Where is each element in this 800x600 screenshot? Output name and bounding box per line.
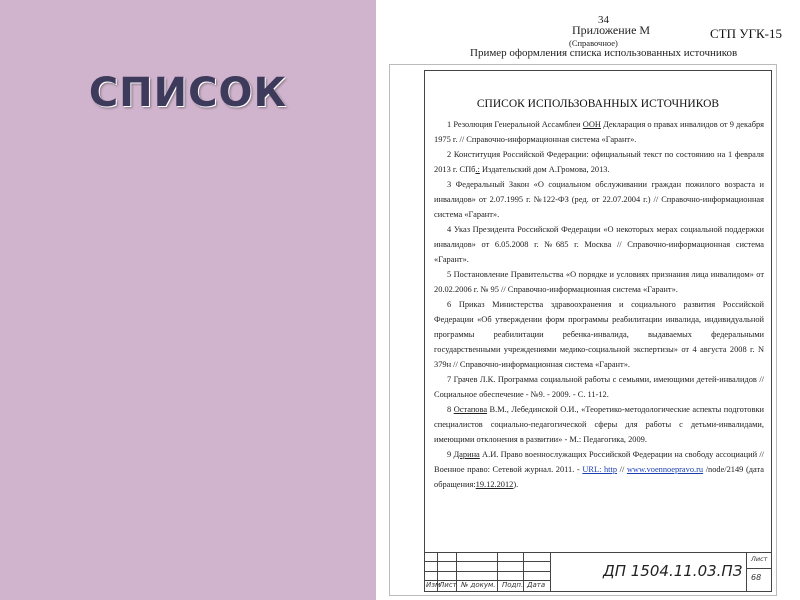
page-number: 34 <box>598 14 609 26</box>
reference-item: 1 Резолюция Генеральной Ассамблеи ООН Декларация о правах инвалидов от 9 декабря 1975 г. // Справочно-информационная система «Гарант». <box>434 120 764 144</box>
references-title: СПИСОК ИСПОЛЬЗОВАННЫХ ИСТОЧНИКОВ <box>476 98 720 110</box>
reference-item: 5 Постановление Правительства «О порядке и условиях признания лица инвалидом» от 20.02.2006 г. № 95 // Справочно-информационная система «Гарант». <box>434 270 764 294</box>
slide-title: СПИСОК <box>88 70 288 116</box>
slide-left-panel <box>0 0 376 600</box>
reference-item: 7 Грачев Л.К. Программа социальной работы с семьями, имеющими детей-инвалидов // Социальное обеспечение - №9. - 2009. - С. 11-12. <box>434 375 764 399</box>
example-caption: Пример оформления списка использованных источников <box>470 47 738 59</box>
appendix-heading: Приложение М <box>572 23 651 37</box>
reference-site-link[interactable]: www.voennoepravo.ru <box>626 465 704 474</box>
standard-code: СТП УГК-15 <box>710 26 782 41</box>
reference-item: 6 Приказ Министерства здравоохранения и социального развития Российской Федерации «Об утверждении форм программы реабилитации инвалида, индивидуальной программы реабилитации ребенка-инвалида, выдаваемых федеральными государственными учреждениями медико-социальной экспертизы» от 4 августа 2008 г. N 379н // Справочно-информационная система «Гарант». <box>434 300 764 369</box>
stamp-col-sign: Подп. <box>502 581 524 589</box>
reference-item: 3 Федеральный Закон «О социальном обслуживании граждан пожилого возраста и инвалидов» от 2.07.1995 г. №122-ФЗ (ред. от 22.07.2004 г.) // Справочно-информационная система «Гарант». <box>434 180 764 219</box>
document-page <box>376 0 800 600</box>
stamp-col-docnum: № докум. <box>461 581 496 589</box>
title-block <box>425 552 771 591</box>
stamp-sheet-label: Лист <box>751 555 768 563</box>
reference-item: 4 Указ Президента Российской Федерации «О некоторых мерах социальной поддержки инвалидов» от 6.05.2008 г. №685 г. Москва // Справочно-информационная система «Гарант». <box>434 225 764 264</box>
stamp-col-change: Изм <box>426 581 441 589</box>
stamp-col-date: Дата <box>527 581 546 589</box>
appendix-note: (Справочное) <box>569 38 618 48</box>
document-code: ДП 1504.11.03.ПЗ <box>603 562 743 580</box>
reference-item: 8 Остапова В.М., Лебединской О.И., «Теоретико-методологические аспекты подготовки специалистов социально-педагогической сферы для работы с детьми-инвалидами, имеющими отклонения в развитии» - М.: Педагогика, 2009. <box>434 405 765 444</box>
stamp-col-sheet: Лист <box>439 581 457 589</box>
reference-item: 2 Конституция Российской Федерации: официальный текст по состоянию на 1 февраля 2013 г. СПб.: Издательский дом А.Громова, 2013. <box>434 150 764 174</box>
reference-item: 9 Дарина А.И. Право военнослужащих Российской Федерации на свободу ассоциаций // Военное право: Сетевой журнал. 2011. - URL: http // www.voennoepravo.ru /node/2149 (дата обращения:19.12.2012). <box>434 450 764 489</box>
stamp-sheet-number: 68 <box>751 573 762 582</box>
sheet-inner-frame <box>424 70 772 592</box>
references-list <box>434 117 764 492</box>
reference-url-link[interactable]: URL: http <box>582 465 618 474</box>
